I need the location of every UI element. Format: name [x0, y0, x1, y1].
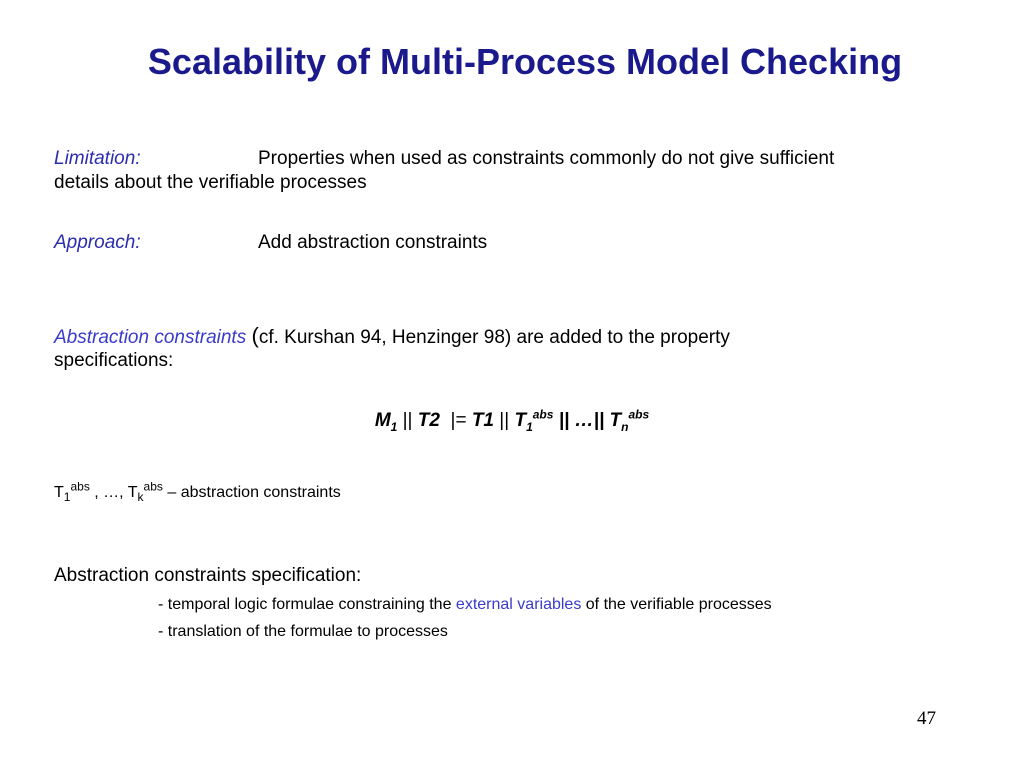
def-rest: – abstraction constraints — [162, 484, 341, 501]
formula-dots: || …|| — [553, 410, 610, 431]
formula-par1: || — [397, 410, 418, 431]
approach-label: Approach: — [54, 232, 141, 253]
page-number: 47 — [917, 708, 936, 729]
formula-t1abs-sup: abs — [532, 407, 554, 422]
abstraction-paragraph-line2: specifications: — [54, 350, 174, 371]
abstraction-term: Abstraction constraints — [54, 327, 247, 348]
bullet1-pre: - temporal logic formulae constraining the — [158, 596, 456, 613]
def-k-sub: k — [137, 490, 144, 505]
limitation-text-line1: Properties when used as constraints commonly do not give sufficient — [258, 148, 835, 169]
citation-open-paren: ( — [251, 323, 259, 348]
bullet1-post: of the verifiable processes — [581, 596, 772, 613]
spec-bullet-1 — [158, 594, 772, 616]
limitation-line1 — [54, 147, 141, 171]
external-variables-term: external variables — [455, 596, 582, 613]
spec-heading: Abstraction constraints specification: — [54, 565, 362, 586]
formula-t1: T1 — [471, 410, 495, 431]
def-t-sub: 1 — [63, 490, 71, 505]
citation: cf. Kurshan 94, Henzinger 98) — [258, 327, 512, 348]
limitation-label: Limitation: — [54, 148, 141, 169]
formula-t1abs: T — [514, 410, 527, 431]
abstraction-definition — [54, 479, 341, 505]
def-k-sup: abs — [143, 479, 163, 494]
approach-line — [54, 231, 141, 255]
def-t: T — [54, 484, 64, 501]
def-t-sup: abs — [70, 479, 90, 494]
formula-m-sub: 1 — [390, 419, 398, 434]
formula-t1abs-sub: 1 — [526, 419, 533, 434]
def-sep: , …, T — [89, 484, 138, 501]
formula-tnabs: T — [609, 410, 622, 431]
formula-models: |= — [439, 410, 472, 431]
formula-t2: T2 — [417, 410, 440, 431]
model-checking-formula — [0, 408, 1024, 434]
spec-bullet-2: - translation of the formulae to processes — [158, 623, 448, 640]
approach-text: Add abstraction constraints — [258, 232, 488, 253]
formula-tnabs-sub: n — [621, 419, 629, 434]
abstraction-paragraph-line1 — [54, 324, 730, 350]
slide-title: Scalability of Multi-Process Model Checking — [147, 41, 903, 82]
limitation-text-line2: details about the verifiable processes — [54, 172, 367, 193]
formula-m: M — [374, 410, 391, 431]
formula-tnabs-sup: abs — [628, 407, 650, 422]
formula-par2: || — [494, 410, 515, 431]
abstraction-rest: are added to the property — [511, 327, 730, 348]
